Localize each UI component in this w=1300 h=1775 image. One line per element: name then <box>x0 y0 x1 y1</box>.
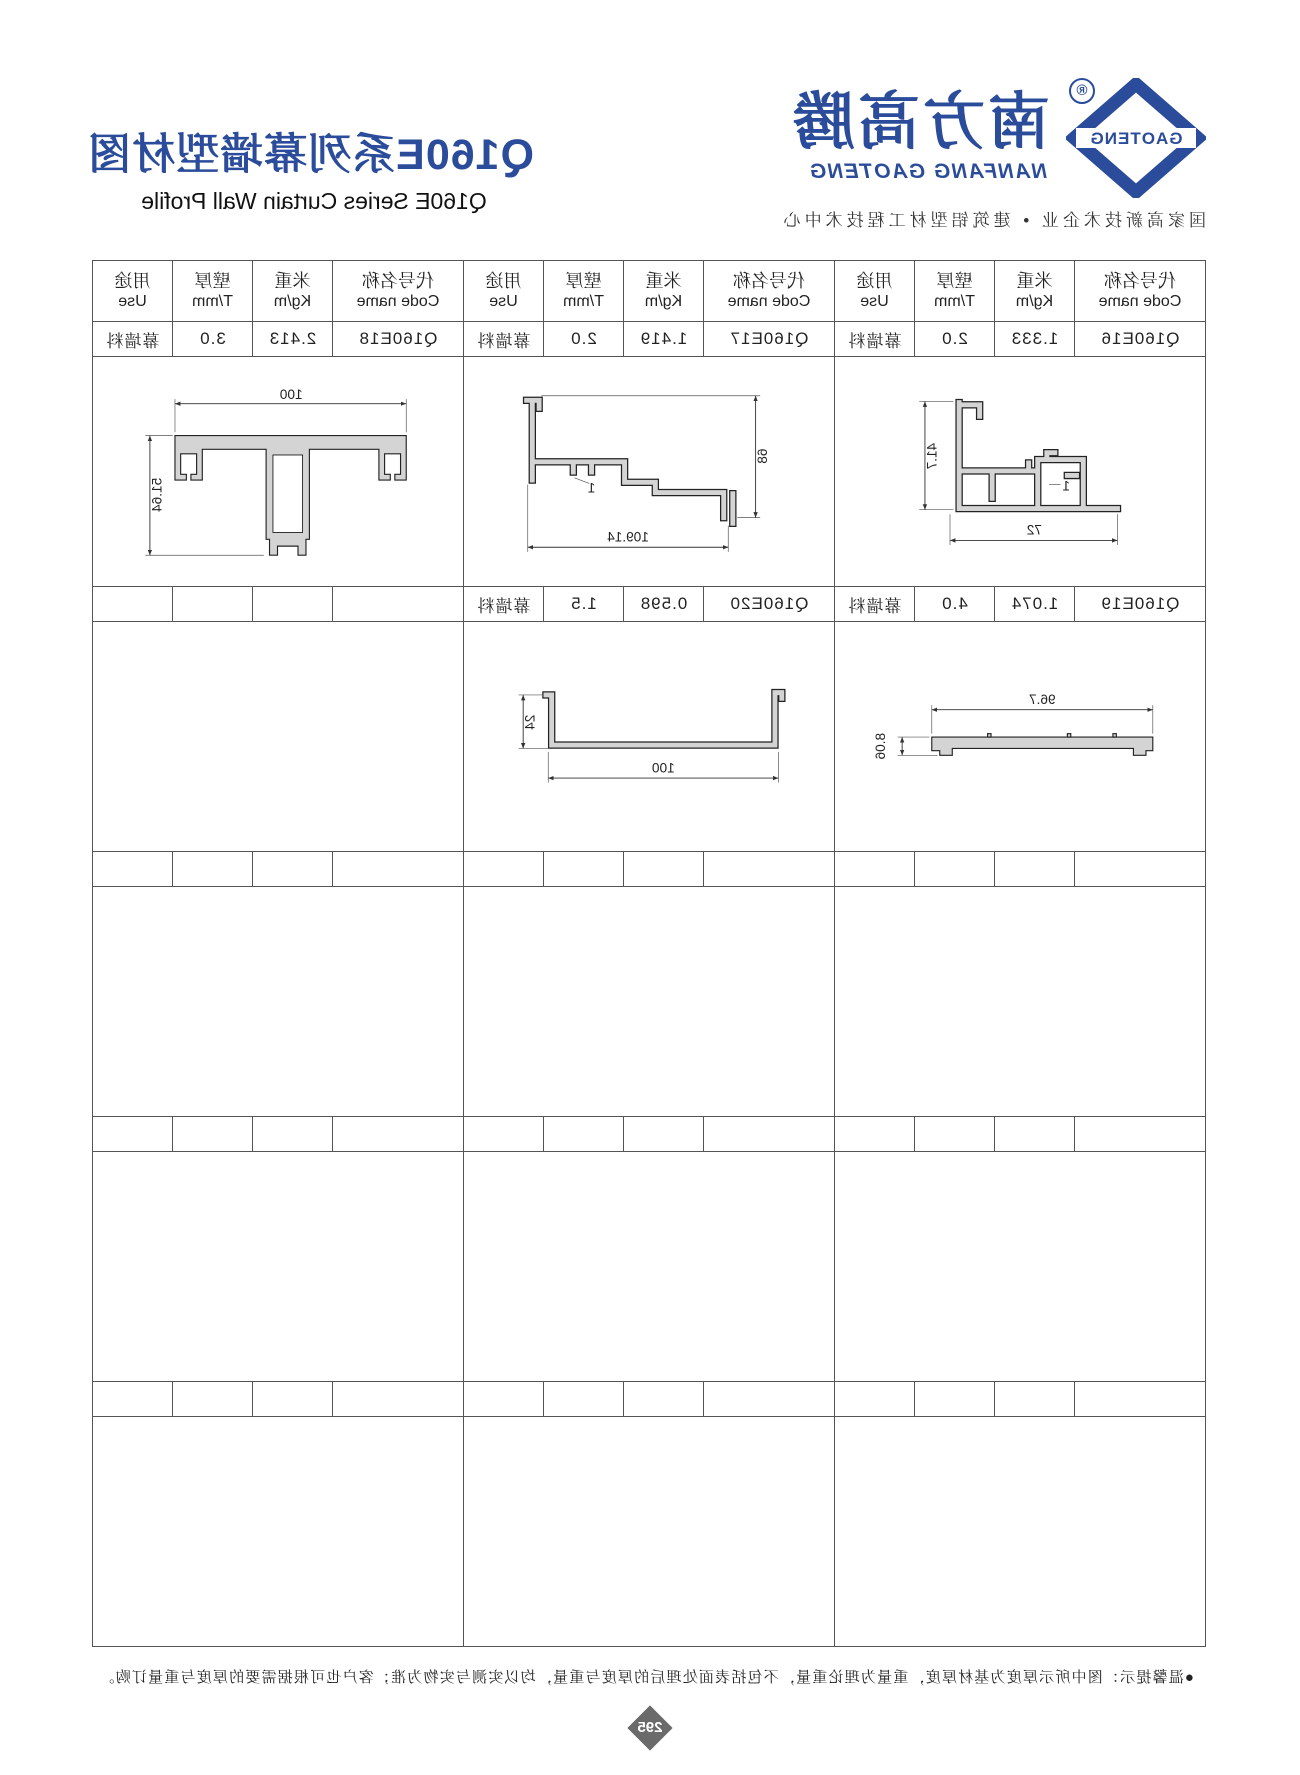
header-weight <box>624 261 704 322</box>
drawing-cell-q160e20 <box>464 622 835 852</box>
footer-notice: ●温馨提示：图中所示厚度为基材厚度，重量为理论重量，不包括表面处理后的厚度与重量，均以实测与实物为准；客户也可根据需要的厚度与重量订购。 <box>98 1669 1194 1686</box>
header-code-name <box>1075 261 1206 322</box>
drawing-row <box>93 622 1206 852</box>
drawing-cell-empty <box>835 1152 1206 1382</box>
cell-empty <box>835 1382 915 1417</box>
profile-drawing-q160e20 <box>464 622 835 851</box>
drawing-cell-q160e19 <box>835 622 1206 852</box>
header-label-en: T/mm <box>563 293 604 310</box>
cell-use: 幕墙料 <box>464 587 544 622</box>
dimension-width-label: 100 <box>651 760 675 776</box>
header-label-cn: 壁厚 <box>565 271 602 291</box>
cell-weight: 1.333 <box>995 322 1075 357</box>
table-row <box>93 587 1206 622</box>
header-label-cn: 壁厚 <box>936 271 973 291</box>
header-label-en: Kg/m <box>273 293 312 310</box>
cell-empty <box>464 1382 544 1417</box>
profile-fill <box>527 400 733 523</box>
dimension-width-label: 72 <box>1026 522 1042 538</box>
header-label-en: Code name <box>1098 293 1182 310</box>
header-label-en: Use <box>118 293 147 310</box>
cell-thickness: 3.0 <box>173 322 253 357</box>
brand-tagline: 国家高新技术企业 • 建筑铝型材工程技术中心 <box>779 211 1206 230</box>
registered-mark: ® <box>1069 78 1095 104</box>
profile-drawing-q160e19 <box>835 622 1206 851</box>
cell-empty <box>253 852 333 887</box>
header-label-cn: 壁厚 <box>194 271 231 291</box>
cell-empty <box>544 1382 624 1417</box>
logo-ring-text: GAOTENG <box>1089 129 1183 148</box>
dimension-height-label: 68 <box>754 448 770 464</box>
profile-ridge <box>1113 734 1116 737</box>
cell-thickness: 2.0 <box>915 322 995 357</box>
header-thickness <box>544 261 624 322</box>
cell-weight: 0.598 <box>624 587 704 622</box>
header-thickness <box>173 261 253 322</box>
drawing-cell-empty <box>93 622 464 852</box>
header-weight <box>253 261 333 322</box>
cell-empty <box>1075 852 1206 887</box>
page-title-en: Q160E Series Curtain Wall Profile <box>141 188 487 214</box>
cell-empty <box>704 1382 835 1417</box>
cell-use: 幕墙料 <box>93 322 173 357</box>
cell-thickness: 4.0 <box>915 587 995 622</box>
drawing-cell-q160e18 <box>93 357 464 587</box>
cell-code: Q160E16 <box>1075 322 1206 357</box>
header-label-en: Code name <box>727 293 811 310</box>
cell-empty <box>995 852 1075 887</box>
dimension-width-label: 109.14 <box>607 529 649 545</box>
cell-empty <box>93 587 173 622</box>
brand-name-en: NANFANG GAOTENG <box>808 160 1047 183</box>
header-label-en: Kg/m <box>1015 293 1054 310</box>
header-use <box>464 261 544 322</box>
cell-empty <box>464 1117 544 1152</box>
cell-empty <box>173 852 253 887</box>
header-use <box>835 261 915 322</box>
cell-empty <box>253 587 333 622</box>
profile-outline <box>932 737 1153 755</box>
profile-outline <box>546 693 782 745</box>
header-label-cn: 米重 <box>1016 271 1053 291</box>
cell-weight: 1.419 <box>624 322 704 357</box>
dimension-width-label: 96.7 <box>1028 692 1056 708</box>
header-weight <box>995 261 1075 322</box>
cell-weight: 1.074 <box>995 587 1075 622</box>
cell-use: 幕墙料 <box>835 587 915 622</box>
cell-code: Q160E18 <box>333 322 464 357</box>
drawing-cell-q160e16 <box>835 357 1206 587</box>
cell-empty <box>835 1117 915 1152</box>
header-code-name <box>333 261 464 322</box>
profile-fill <box>546 693 782 745</box>
drawing-row <box>93 357 1206 587</box>
dimension-height-label: 41.7 <box>924 442 940 470</box>
header-label-cn: 用途 <box>485 271 522 291</box>
header-label-cn: 代号名称 <box>1104 271 1176 291</box>
header-label-cn: 米重 <box>645 271 682 291</box>
cell-thickness: 1.5 <box>544 587 624 622</box>
table-row-empty <box>93 1117 1206 1152</box>
drawing-cell-empty <box>464 1417 835 1647</box>
table-row-empty <box>93 852 1206 887</box>
cell-empty <box>915 852 995 887</box>
cell-empty <box>93 1382 173 1417</box>
profile-drawing-q160e16 <box>835 357 1206 586</box>
drawing-cell-empty <box>93 1417 464 1647</box>
wall-thickness-label: 1 <box>587 480 596 496</box>
drawing-cell-empty <box>93 1152 464 1382</box>
cell-code: Q160E19 <box>1075 587 1206 622</box>
drawing-cell-empty <box>835 1417 1206 1647</box>
header-label-cn: 用途 <box>856 271 893 291</box>
cell-empty <box>253 1117 333 1152</box>
cell-empty <box>704 1117 835 1152</box>
profile-table <box>92 260 1206 1647</box>
header-label-cn: 用途 <box>114 271 151 291</box>
page-title-cn: Q160E系列幕墙型材图 <box>87 131 534 179</box>
header-label-en: Kg/m <box>644 293 683 310</box>
header-thickness <box>915 261 995 322</box>
table-row-empty <box>93 1382 1206 1417</box>
cell-empty <box>915 1382 995 1417</box>
dimension-height-label: 24 <box>522 714 538 730</box>
cell-empty <box>1075 1382 1206 1417</box>
cell-empty <box>333 1117 464 1152</box>
header-label-cn: 代号名称 <box>362 271 434 291</box>
profile-drawing-q160e18 <box>93 357 464 586</box>
cell-empty <box>464 852 544 887</box>
cell-empty <box>333 1382 464 1417</box>
header-label-en: Use <box>860 293 889 310</box>
drawing-row-empty <box>93 887 1206 1117</box>
drawing-cell-q160e17 <box>464 357 835 587</box>
cell-empty <box>995 1117 1075 1152</box>
brand-name-cn: 南方高腾 <box>789 88 1050 157</box>
header-label-en: Code name <box>356 293 440 310</box>
table-row <box>93 322 1206 357</box>
cell-empty <box>835 852 915 887</box>
cell-empty <box>995 1382 1075 1417</box>
dimension-height-label: 51.64 <box>149 477 165 512</box>
cell-code: Q160E20 <box>704 587 835 622</box>
header-label-cn: 米重 <box>274 271 311 291</box>
cell-empty <box>333 587 464 622</box>
cell-empty <box>93 852 173 887</box>
cell-empty <box>704 852 835 887</box>
profile-hollow <box>273 455 303 532</box>
profile-drawing-q160e17 <box>464 357 835 586</box>
cell-empty <box>93 1117 173 1152</box>
drawing-cell-empty <box>835 887 1206 1117</box>
cell-empty <box>173 1117 253 1152</box>
drawing-cell-empty <box>93 887 464 1117</box>
table-header-row <box>93 261 1206 322</box>
dimension-width-label: 100 <box>279 387 303 403</box>
cell-empty <box>1075 1117 1206 1152</box>
cell-use: 幕墙料 <box>464 322 544 357</box>
cell-empty <box>173 587 253 622</box>
profile-ridge <box>1067 734 1070 737</box>
cell-empty <box>173 1382 253 1417</box>
wall-thickness-label: 1 <box>1062 478 1071 494</box>
cell-empty <box>915 1117 995 1152</box>
header-code-name <box>704 261 835 322</box>
cell-weight: 2.413 <box>253 322 333 357</box>
cell-empty <box>253 1382 333 1417</box>
drawing-cell-empty <box>464 1152 835 1382</box>
page-number: 295 <box>637 1719 663 1736</box>
cell-use: 幕墙料 <box>835 322 915 357</box>
header-label-en: T/mm <box>934 293 975 310</box>
page-title-block <box>87 128 534 216</box>
cell-code: Q160E17 <box>704 322 835 357</box>
cell-empty <box>624 1117 704 1152</box>
cell-thickness: 2.0 <box>544 322 624 357</box>
header-label-en: T/mm <box>192 293 233 310</box>
cell-empty <box>624 852 704 887</box>
header-use <box>93 261 173 322</box>
cell-empty <box>544 1117 624 1152</box>
header-label-en: Use <box>489 293 518 310</box>
cell-empty <box>624 1382 704 1417</box>
profile-ridge <box>988 734 991 737</box>
drawing-row-empty <box>93 1152 1206 1382</box>
cell-empty <box>544 852 624 887</box>
dimension-height-label: 8.06 <box>873 732 889 760</box>
drawing-row-empty <box>93 1417 1206 1647</box>
drawing-cell-empty <box>464 887 835 1117</box>
header-label-cn: 代号名称 <box>733 271 805 291</box>
cell-empty <box>333 852 464 887</box>
